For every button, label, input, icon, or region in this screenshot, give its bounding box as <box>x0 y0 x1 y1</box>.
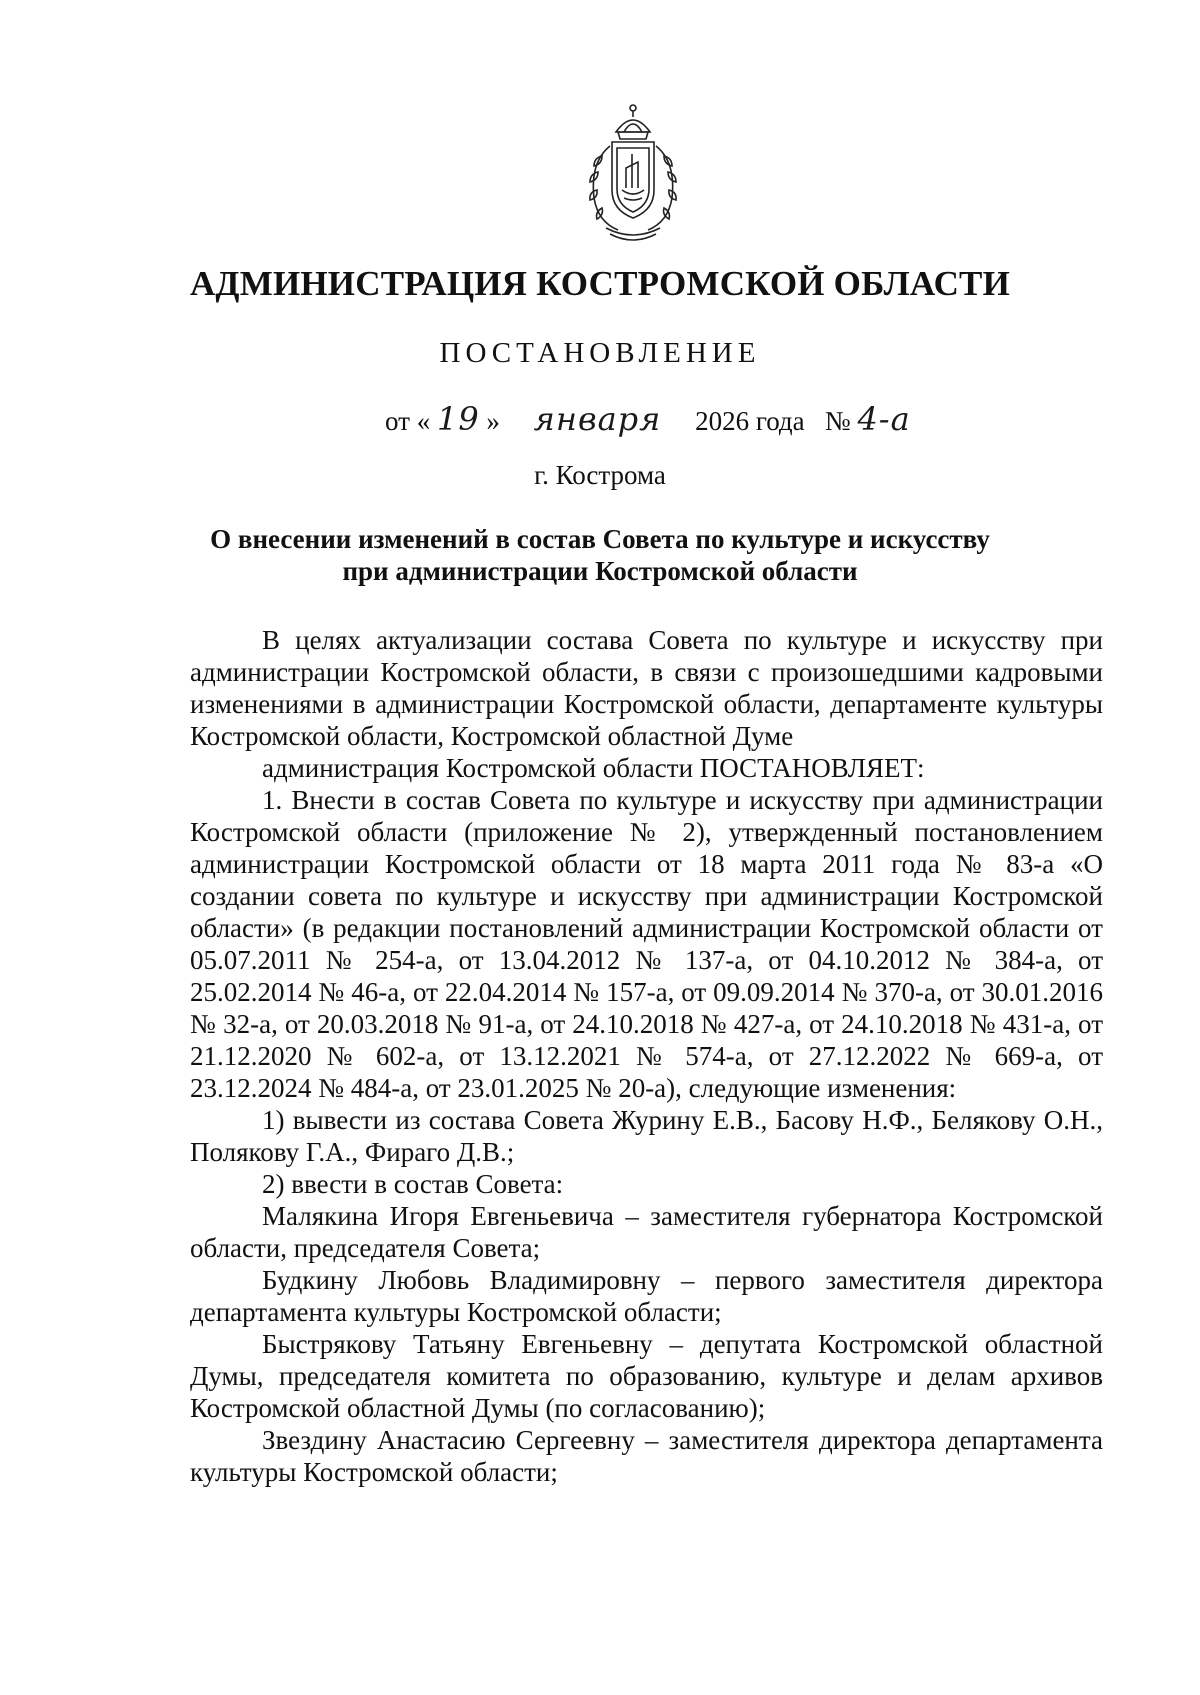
member-3-paragraph: Быстрякову Татьяну Евгеньевну – депутата Костромской областной Думы, председателя комитета по образованию, культуре и делам архивов Костромской областной Думы (по согласованию); <box>190 1329 1103 1423</box>
subitem-2-paragraph: 2) ввести в состав Совета: <box>262 1169 564 1199</box>
date-year: 2026 года <box>695 406 805 436</box>
resolution-paragraph: администрация Костромской области ПОСТАНОВЛЯЕТ: <box>262 753 925 783</box>
document-number: 4-а <box>857 400 911 438</box>
city: г. Кострома <box>534 460 666 490</box>
date-prefix: от « <box>385 406 431 436</box>
number-sign: № <box>824 406 851 436</box>
date-day-close: » <box>486 406 500 436</box>
document-dateline <box>385 400 911 438</box>
subject-line-1: О внесении изменений в состав Совета по культуре и искусству <box>210 524 990 554</box>
item-1-paragraph: 1. Внести в состав Совета по культуре и искусству при администрации Костромской области (приложение № 2), утвержденный постановлением администрации Костромской области от 18 марта 2011 года № 83-а «О создании совета по культуре и искусству при администрации Костромской области» (в редакции постановлений администрации Костромской области от 05.07.2011 № 254-а, от 13.04.2012 № 137-а, от 04.10.2012 № 384-а, от 25.02.2014 № 46-а, от 22.04.2014 № 157-а, от 09.09.2014 № 370-а, от 30.01.2016 № 32-а, от 20.03.2018 № 91-а, от 24.10.2018 № 427-а, от 24.10.2018 № 431-а, от 21.12.2020 № 602-а, от 13.12.2021 № 574-а, от 27.12.2022 № 669-а, от 23.12.2024 № 484-а, от 23.01.2025 № 20-а), следующие изменения: <box>190 785 1103 1103</box>
document-body <box>190 624 1103 1488</box>
member-1-paragraph: Малякина Игоря Евгеньевича – заместителя губернатора Костромской области, председателя Совета; <box>190 1201 1103 1263</box>
preamble-paragraph: В целях актуализации состава Совета по культуре и искусству при администрации Костромской области, в связи с произошедшими кадровыми изменениями в администрации Костромской области, департаменте культуры Костромской области, Костромской областной Думе <box>190 625 1103 751</box>
subject-line-2: при администрации Костромской области <box>342 556 858 586</box>
document-type: ПОСТАНОВЛЕНИЕ <box>439 337 761 369</box>
organization-title: АДМИНИСТРАЦИЯ КОСТРОМСКОЙ ОБЛАСТИ <box>189 264 1011 303</box>
subitem-1-paragraph: 1) вывести из состава Совета Журину Е.В., Басову Н.Ф., Белякову О.Н., Полякову Г.А., Фираго Д.В.; <box>190 1105 1103 1167</box>
date-month: января <box>533 400 662 438</box>
member-4-paragraph: Звездину Анастасию Сергеевну – заместителя директора департамента культуры Костромской области; <box>190 1425 1103 1487</box>
document-subject <box>150 523 1050 587</box>
member-2-paragraph: Будкину Любовь Владимировну – первого заместителя директора департамента культуры Костромской области; <box>190 1265 1103 1327</box>
date-day: 19 <box>436 400 480 438</box>
kostroma-coat-of-arms-icon <box>572 102 694 248</box>
